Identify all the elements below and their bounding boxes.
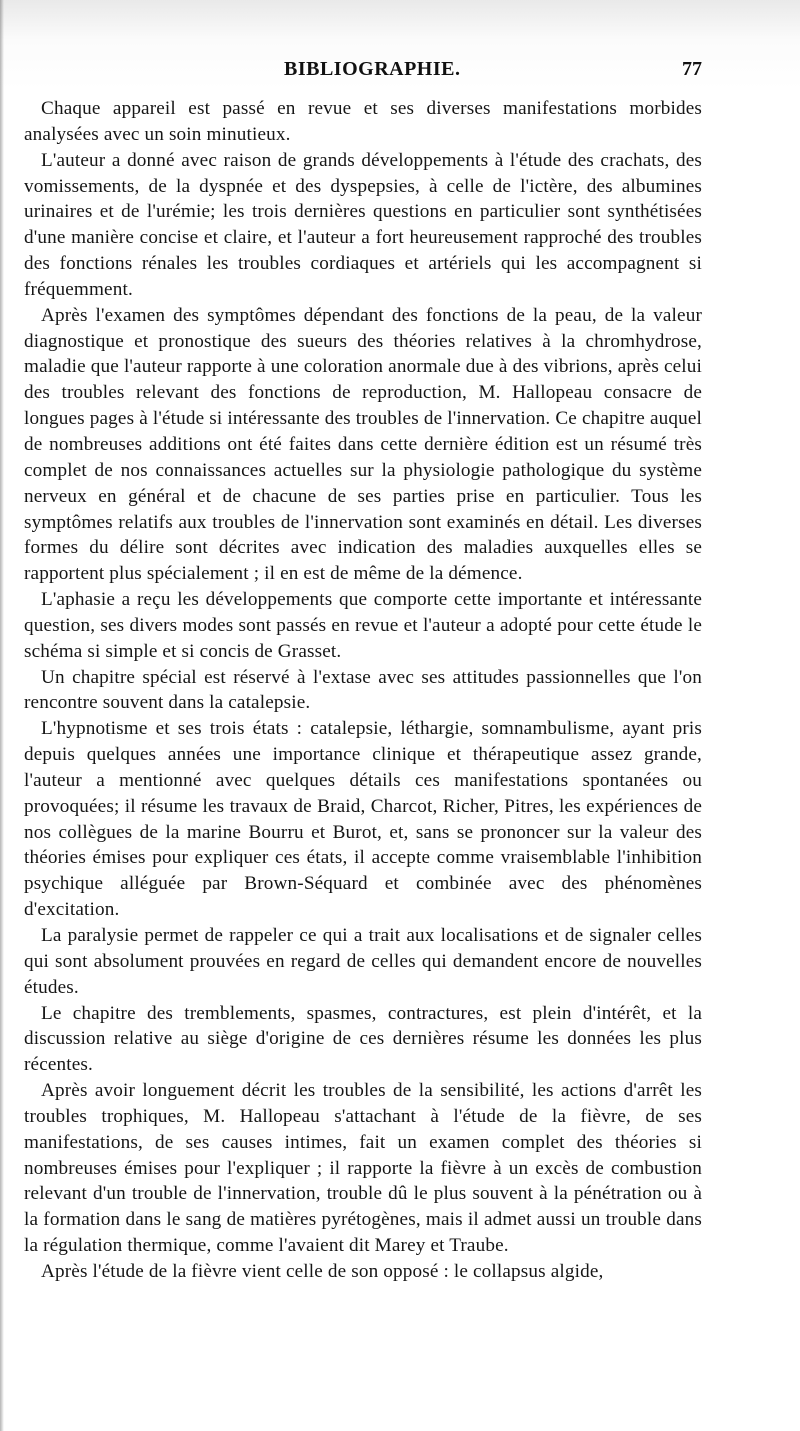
paragraph-innervation: Après l'examen des symptômes dépendant des fonctions de la peau, de la valeur diagnostique et pronostique des sueurs des théories relatives à la chromhydrose, maladie que l'auteur rapporte à une coloration anormale due à des vibrions, après celui des troubles relevant des fonctions de reproduction, M. Hallopeau consacre de longues pages à l'étude si intéressante des troubles de l'innervation. Ce chapitre auquel de nombreuses additions ont été faites dans cette dernière édition est un résumé très complet de nos connaissances actuelles sur la physiologie pathologique du système nerveux en général et de chacune de ses parties prise en particulier. Tous les symptômes relatifs aux troubles de l'innervation sont examinés en détail. Les diverses formes du délire sont décrites avec indication des maladies auxquelles elles se rapportent plus spécialement ; il en est de même de la démence. bbox=[24, 304, 702, 585]
paragraph-tremblements: Le chapitre des tremblements, spasmes, contractures, est plein d'intérêt, et la discussion relative au siège d'origine de ces dernières résume les données les plus récentes. bbox=[24, 1002, 702, 1076]
page-header bbox=[24, 58, 702, 90]
paragraph-hypnotisme: L'hypnotisme et ses trois états : catalepsie, léthargie, somnambulisme, ayant pris depuis quelques années une importance clinique et thérapeutique assez grande, l'auteur a mentionné avec quelques détails ces manifestations spontanées ou provoquées; il résume les travaux de Braid, Charcot, Richer, Pitres, les expériences de nos collègues de la marine Bourru et Burot, et, sans se prononcer sur la valeur des théories émises pour expliquer ces états, il accepte comme vraisemblable l'inhibition psychique alléguée par Brown-Séquard et combinée avec des phénomènes d'excitation. bbox=[24, 718, 702, 921]
paragraph-appareils: Chaque appareil est passé en revue et ses diverses manifestations morbides analysées avec un soin minutieux. bbox=[24, 98, 702, 145]
paragraph-crachats: L'auteur a donné avec raison de grands développements à l'étude des crachats, des vomissements, de la dyspnée et des dyspepsies, à celle de l'ictère, des albumines urinaires et de l'urémie; les trois dernières questions en particulier sont synthétisées d'une manière concise et claire, et l'auteur a fort heureusement rapproché des troubles des fonctions rénales les troubles cordiaques et artériels qui les accompagnent si fréquemment. bbox=[24, 149, 702, 300]
page-number: 77 bbox=[682, 58, 702, 80]
paragraph-fievre: Après avoir longuement décrit les troubles de la sensibilité, les actions d'arrêt les troubles trophiques, M. Hallopeau s'attachant à l'étude de la fièvre, de ses manifestations, de ses causes intimes, fait un examen complet des théories si nombreuses émises pour l'expliquer ; il rapporte la fièvre à un excès de combustion relevant d'un trouble de l'innervation, trouble dû le plus souvent à la pénétration ou à la formation dans le sang de matières pyrétogènes, mais il admet aussi un trouble dans la régulation thermique, comme l'avaient dit Marey et Traube. bbox=[24, 1080, 702, 1257]
paragraph-paralysie: La paralysie permet de rappeler ce qui a trait aux localisations et de signaler celles qui sont absolument prouvées en regard de celles qui demandent encore de nouvelles études. bbox=[24, 925, 702, 998]
page-edge-shadow bbox=[0, 0, 4, 1431]
body-text bbox=[24, 96, 702, 1285]
paragraph-aphasie: L'aphasie a reçu les développements que comporte cette importante et intéressante question, ses divers modes sont passés en revue et l'auteur a adopté pour cette étude le schéma si simple et si concis de Grasset. bbox=[24, 589, 702, 662]
paragraph-collapsus: Après l'étude de la fièvre vient celle de son opposé : le collapsus algide, bbox=[41, 1260, 604, 1282]
running-title: BIBLIOGRAPHIE. bbox=[284, 58, 461, 80]
paragraph-extase: Un chapitre spécial est réservé à l'extase avec ses attitudes passionnelles que l'on rencontre souvent dans la catalepsie. bbox=[24, 666, 702, 714]
